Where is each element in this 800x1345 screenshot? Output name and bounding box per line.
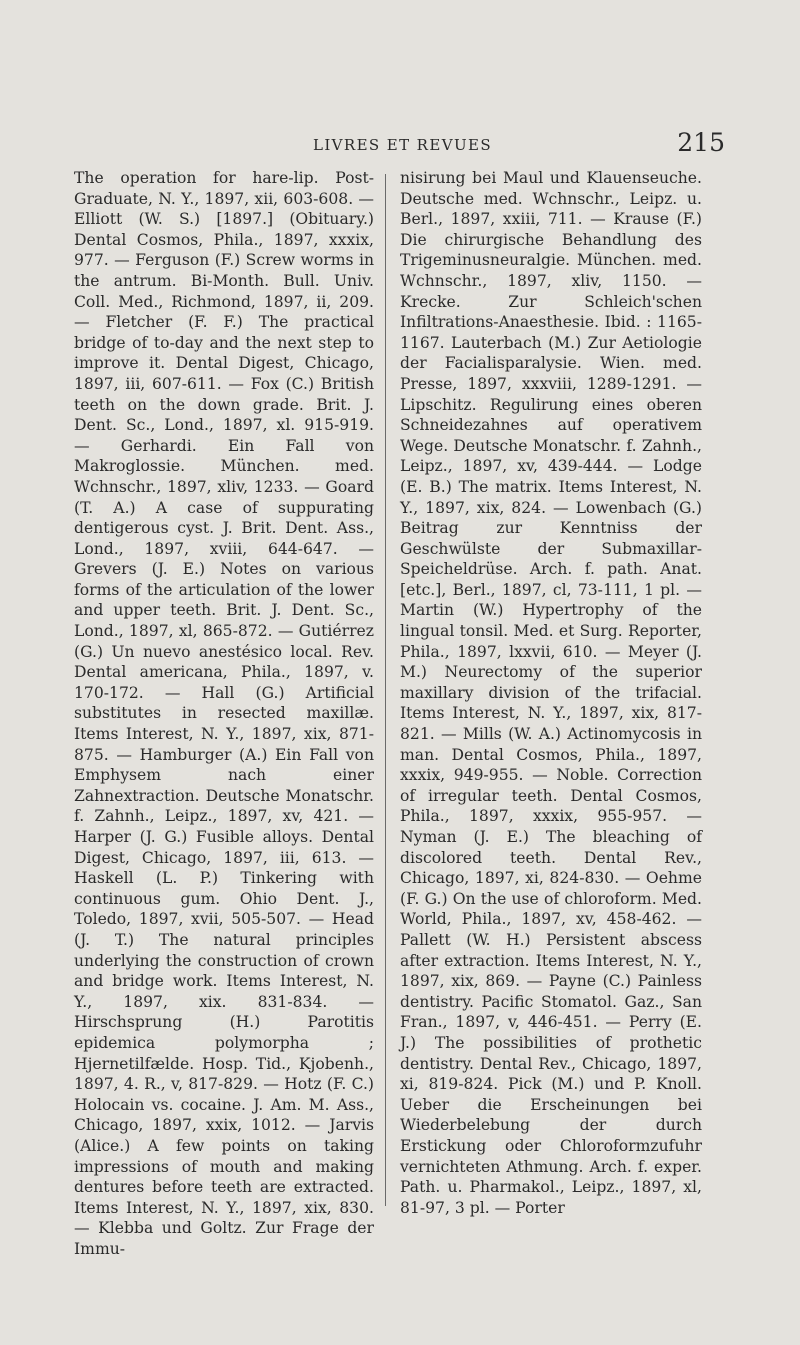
left-column-text: The operation for hare-lip. Post-Graduate, N. Y., 1897, xii, 603-608. — Elliott (W. S.) [1897.] (Obituary.) Dental Cosmos, Phila., 1897, xxxix, 977. — Ferguson (F.) Screw worms in the antrum. Bi-Month. Bull. Univ. Coll. Med., Richmond, 1897, ii, 209. — Fletcher (F. F.) The practical bridge of to-day and the next step to improve it. Dental Digest, Chicago, 1897, iii, 607-611. — Fox (C.) British teeth on the down grade. Brit. J. Dent. Sc., Lond., 1897, xl. 915-919. — Gerhardi. Ein Fall von Makroglossie. München. med. Wchnschr., 1897, xliv, 1233. — Goard (T. A.) A case of suppurating dentigerous cyst. J. Brit. Dent. Ass., Lond., 1897, xviii, 644-647. — Grevers (J. E.) Notes on various forms of the articulation of the lower and upper teeth. Brit. J. Dent. Sc., Lond., 1897, xl, 865-872. — Gutiérrez (G.) Un nuevo anestésico local. Rev. Dental americana, Phila., 1897, v. 170-172. — Hall (G.) Artificial substitutes in resected maxillæ. Items Interest, N. Y., 1897, xix, 871-875. — Hamburger (A.) Ein Fall von Emphysem nach einer Zahnextraction. Deutsche Monatschr. f. Zahnh., Leipz., 1897, xv, 421. — Harper (J. G.) Fusible alloys. Dental Digest, Chicago, 1897, iii, 613. — Haskell (L. P.) Tinkering with continuous gum. Ohio Dent. J., Toledo, 1897, xvii, 505-507. — Head (J. T.) The natural principles underlying the construction of crown and bridge work. Items Interest, N. Y., 1897, xix. 831-834. — Hirschsprung (H.) Parotitis epidemica polymorpha ; Hjernetilfælde. Hosp. Tid., Kjobenh., 1897, 4. R., v, 817-829. — Hotz (F. C.) Holocain vs. cocaine. J. Am. M. Ass., Chicago, 1897, xxix, 1012. — Jarvis (Alice.) A few points on taking impressions of mouth and making dentures before teeth are extracted. Items Interest, N. Y., 1897, xix, 830. — Klebba und Goltz. Zur Frage der Immu- [74, 169, 374, 1258]
left-column [74, 168, 374, 1259]
column-divider [385, 174, 386, 1206]
right-column-text: nisirung bei Maul und Klauenseuche. Deutsche med. Wchnschr., Leipz. u. Berl., 1897, xxiii, 711. — Krause (F.) Die chirurgische Behandlung des Trigeminusneuralgie. München. med. Wchnschr., 1897, xliv, 1150. — Krecke. Zur Schleich'schen Infiltrations-Anaesthesie. Ibid. : 1165-1167. Lauterbach (M.) Zur Aetiologie der Facialisparalysie. Wien. med. Presse, 1897, xxxviii, 1289-1291. — Lipschitz. Regulirung eines oberen Schneidezahnes auf operativem Wege. Deutsche Monatschr. f. Zahnh., Leipz., 1897, xv, 439-444. — Lodge (E. B.) The matrix. Items Interest, N. Y., 1897, xix, 824. — Lowenbach (G.) Beitrag zur Kenntniss der Geschwülste der Submaxillar-Speicheldrüse. Arch. f. path. Anat. [etc.], Berl., 1897, cl, 73-111, 1 pl. — Martin (W.) Hypertrophy of the lingual tonsil. Med. et Surg. Reporter, Phila., 1897, lxxvii, 610. — Meyer (J. M.) Neurectomy of the superior maxillary division of the trifacial. Items Interest, N. Y., 1897, xix, 817-821. — Mills (W. A.) Actinomycosis in man. Dental Cosmos, Phila., 1897, xxxix, 949-955. — Noble. Correction of irregular teeth. Dental Cosmos, Phila., 1897, xxxix, 955-957. — Nyman (J. E.) The bleaching of discolored teeth. Dental Rev., Chicago, 1897, xi, 824-830. — Oehme (F. G.) On the use of chloroform. Med. World, Phila., 1897, xv, 458-462. — Pallett (W. H.) Persistent abscess after extraction. Items Interest, N. Y., 1897, xix, 869. — Payne (C.) Painless dentistry. Pacific Stomatol. Gaz., San Fran., 1897, v, 446-451. — Perry (E. J.) The possibilities of prothetic dentistry. Dental Rev., Chicago, 1897, xi, 819-824. Pick (M.) und P. Knoll. Ueber die Erscheinungen bei Wiederbelebung der durch Erstickung oder Chloroformzufuhr vernichteten Athmung. Arch. f. exper. Path. u. Pharmakol., Leipz., 1897, xl, 81-97, 3 pl. — Porter [400, 169, 702, 1217]
page-number: 215 [677, 128, 725, 157]
running-title: LIVRES ET REVUES [312, 136, 493, 154]
right-column [400, 168, 702, 1218]
running-head [80, 128, 725, 168]
